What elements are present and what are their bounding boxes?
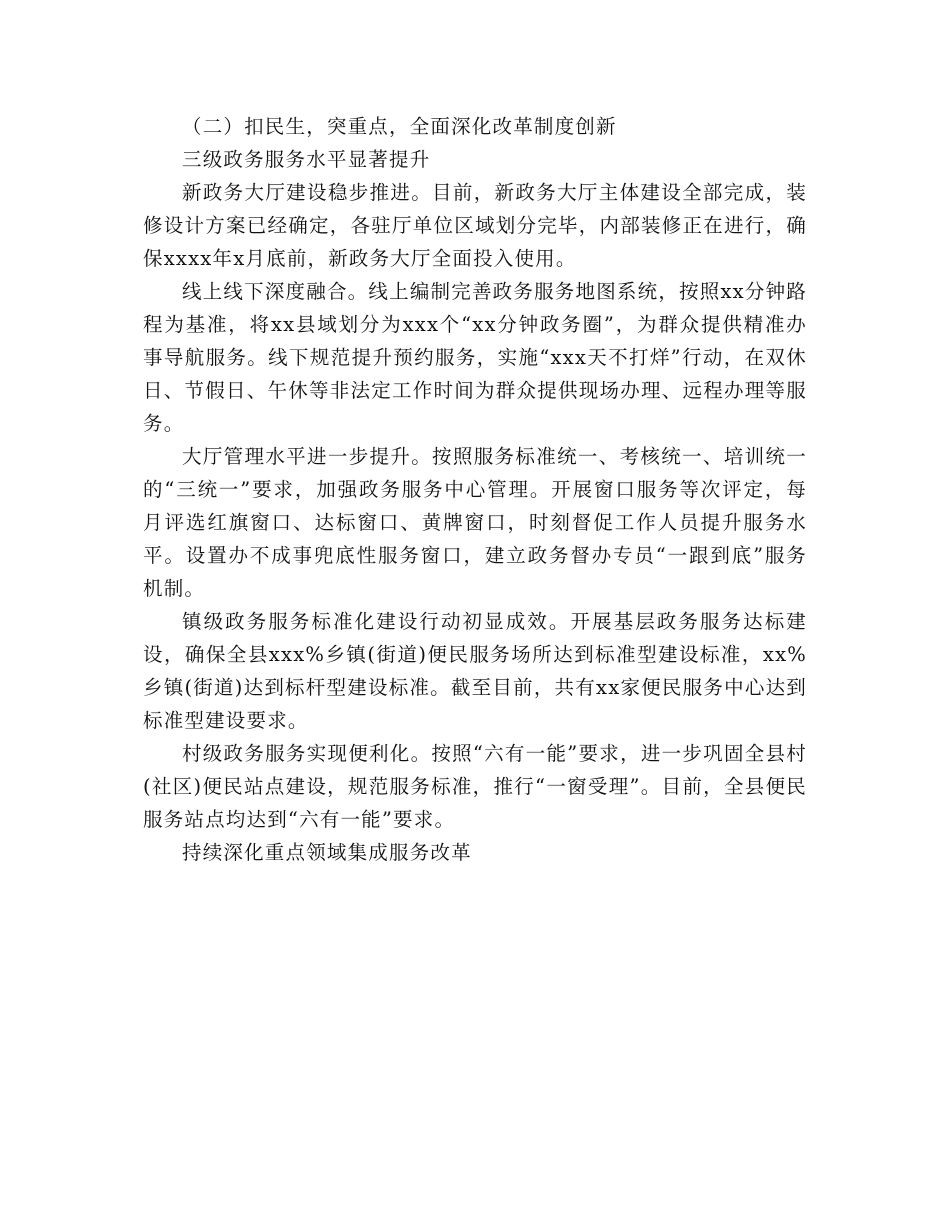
paragraph-online-offline: 线上线下深度融合。线上编制完善政务服务地图系统，按照xx分钟路程为基准，将xx县域划分为xxx个“xx分钟政务圈”，为群众提供精准办事导航服务。线下规范提升预约服务，实施“xxx天不打烊”行动，在双休日、节假日、午休等非法定工作时间为群众提供现场办理、远程办理等服务。 [143, 280, 807, 435]
section-heading: （二）扣民生，突重点，全面深化改革制度创新 [182, 115, 617, 138]
subheading-tier-service: 三级政务服务水平显著提升 [182, 148, 431, 171]
paragraph-village-service: 村级政务服务实现便利化。按照“六有一能”要求，进一步巩固全县村(社区)便民站点建设，规范服务标准，推行“一窗受理”。目前，全县便民服务站点均达到“六有一能”要求。 [143, 742, 807, 831]
document-body [143, 110, 807, 869]
subheading-integrated-reform: 持续深化重点领域集成服务改革 [182, 841, 472, 864]
paragraph-town-standardization: 镇级政务服务标准化建设行动初显成效。开展基层政务服务达标建设，确保全县xxx%乡镇(街道)便民服务场所达到标准型建设标准，xx%乡镇(街道)达到标杆型建设标准。截至目前，共有xx家便民服务中心达到标准型建设要求。 [143, 610, 807, 732]
paragraph-new-hall: 新政务大厅建设稳步推进。目前，新政务大厅主体建设全部完成，装修设计方案已经确定，各驻厅单位区域划分完毕，内部装修正在进行，确保xxxx年x月底前，新政务大厅全面投入使用。 [143, 181, 807, 270]
paragraph-hall-management: 大厅管理水平进一步提升。按照服务标准统一、考核统一、培训统一的“三统一”要求，加强政务服务中心管理。开展窗口服务等次评定，每月评选红旗窗口、达标窗口、黄牌窗口，时刻督促工作人员提升服务水平。设置办不成事兜底性服务窗口，建立政务督办专员“一跟到底”服务机制。 [143, 445, 807, 600]
